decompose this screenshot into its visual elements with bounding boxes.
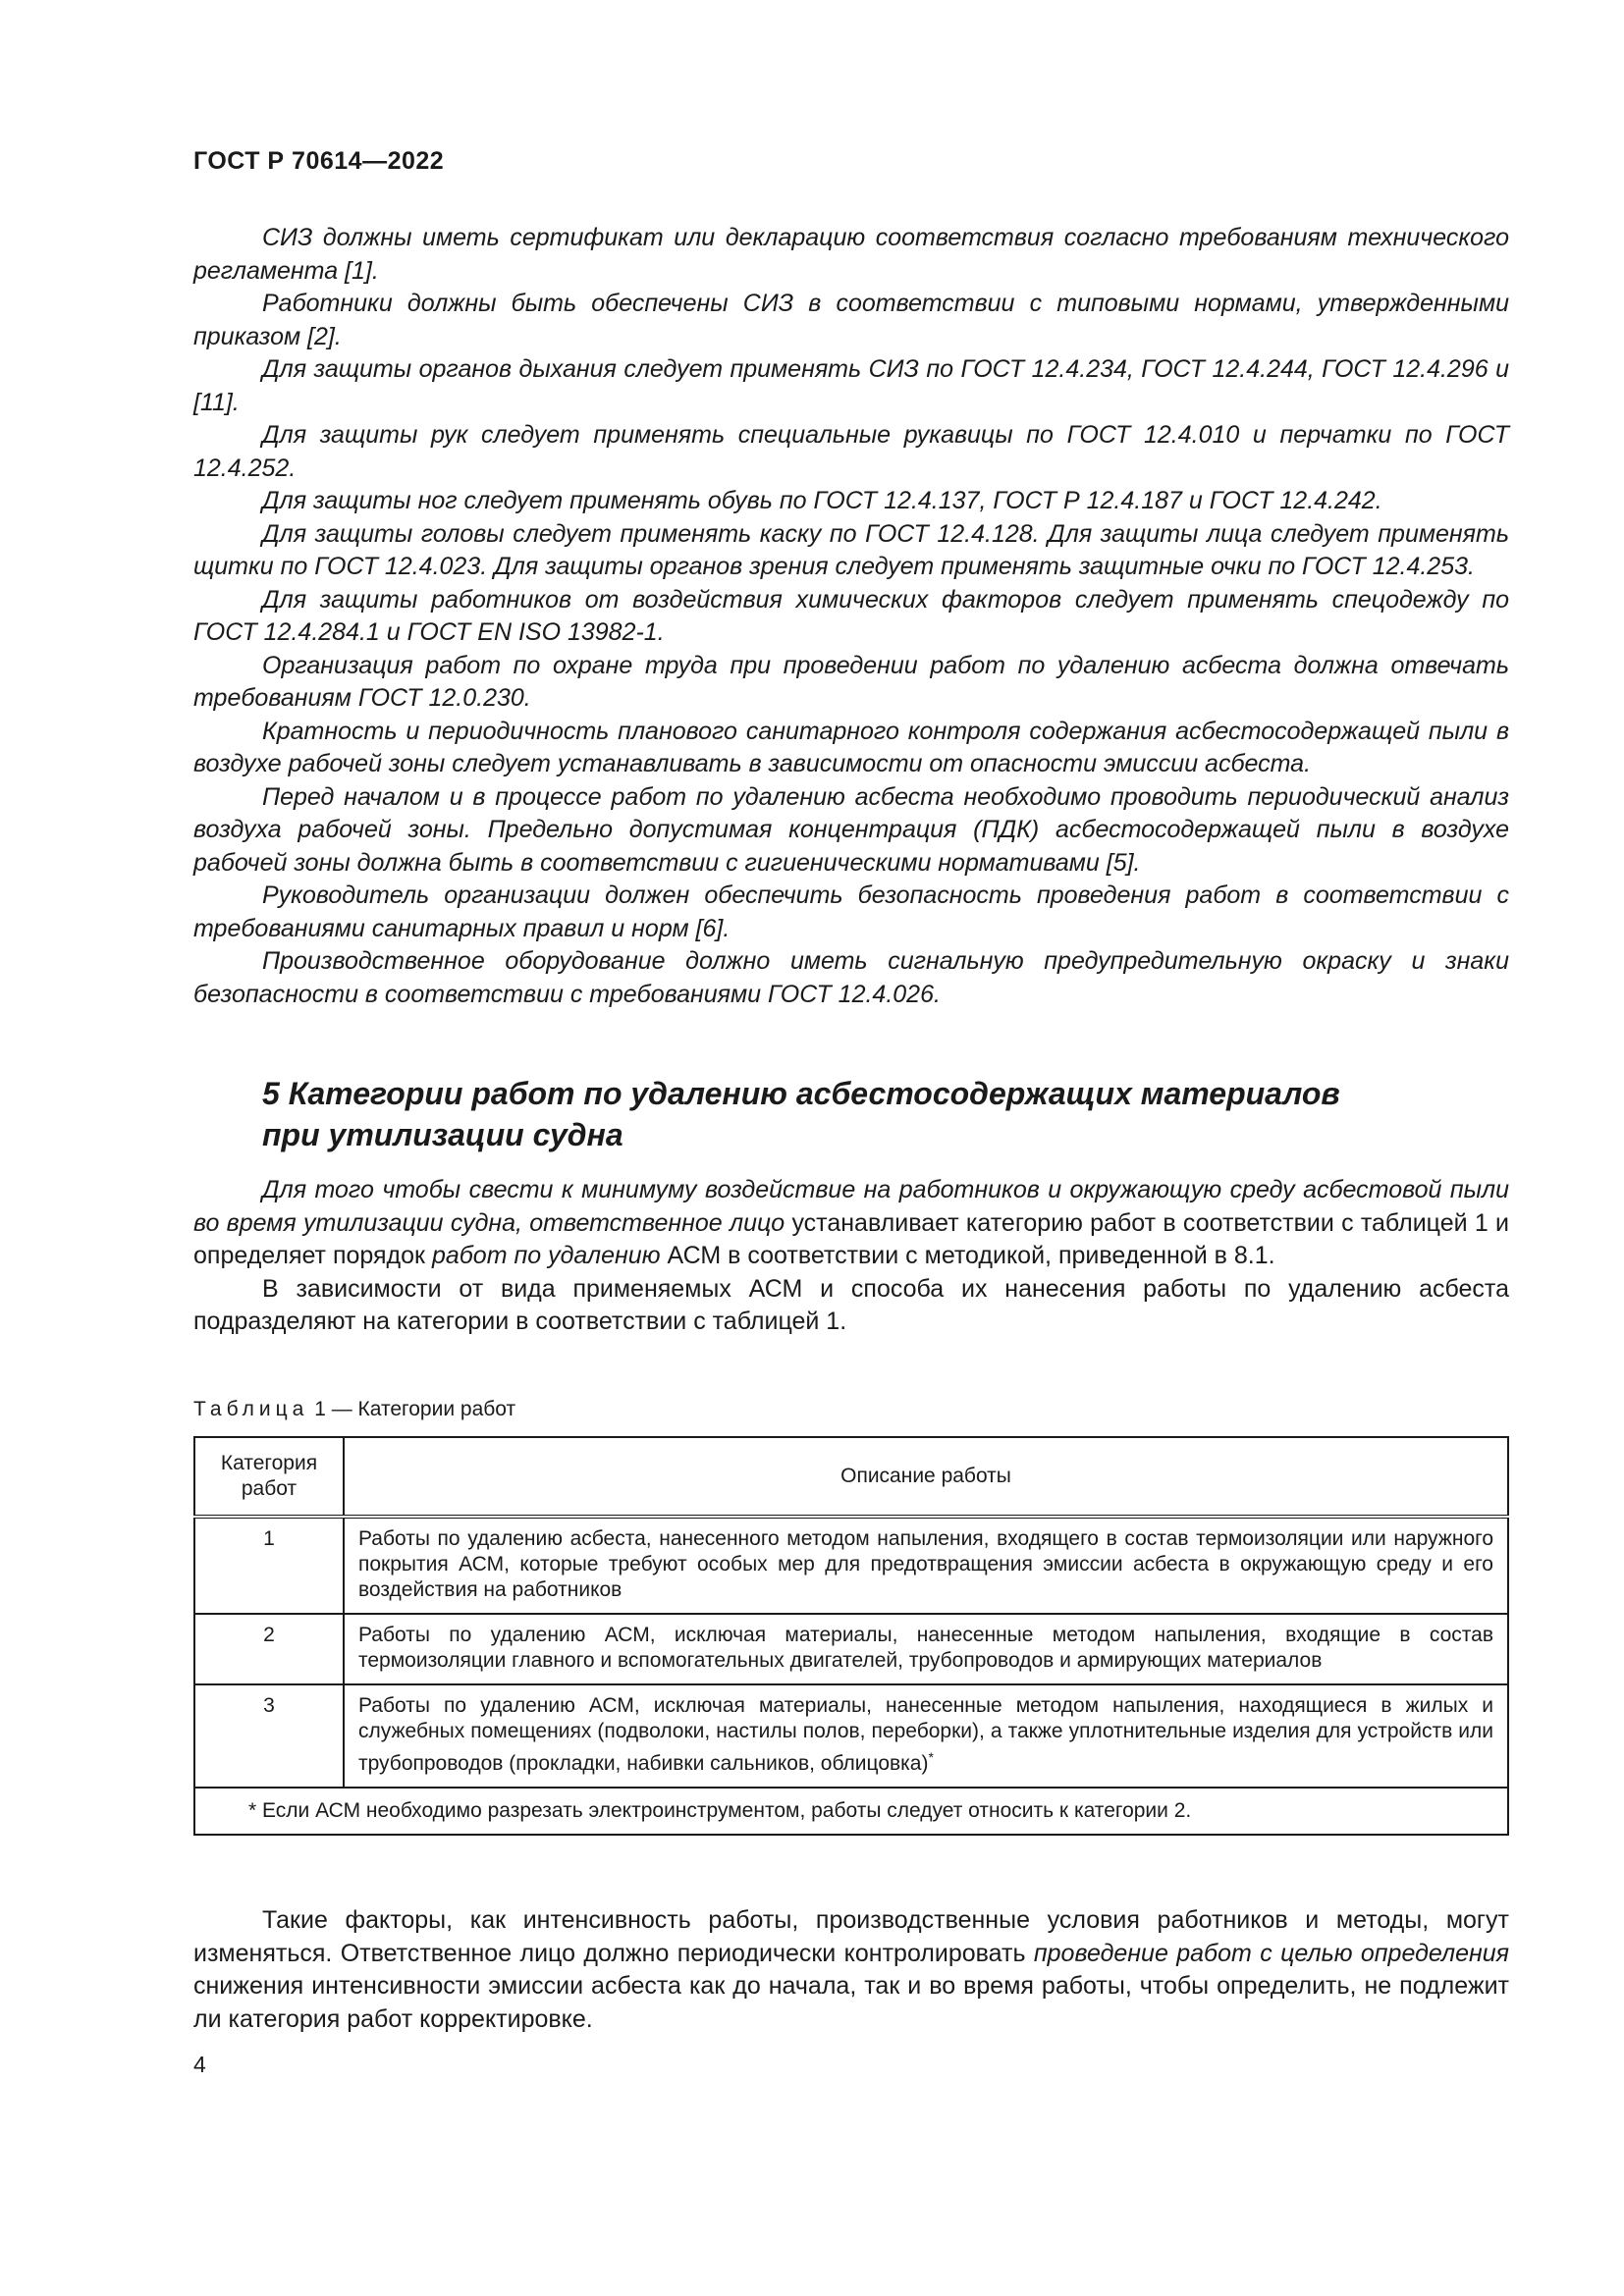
section-5-body [193, 1174, 1509, 1339]
table-caption-label: Таблица [193, 1398, 309, 1420]
footnote-mark: * [928, 1749, 934, 1765]
description-cell [344, 1684, 1508, 1788]
closing-text [193, 1904, 1509, 2036]
category-cell: 3 [194, 1684, 344, 1788]
section-title-line: 5 Категории работ по удалению асбестосодержащих материалов [262, 1076, 1340, 1111]
category-cell: 1 [194, 1517, 344, 1614]
paragraph: Перед началом и в процессе работ по удалению асбеста необходимо проводить периодический анализ воздуха рабочей зоны. Предельно допустимая концентрация (ПДК) асбестосодержащей пыли в воздухе рабочей зоны должна быть в соответствии с гигиеническими нормативами [5]. [193, 782, 1509, 877]
document-header: ГОСТ Р 70614—2022 [193, 147, 445, 175]
column-header-category: Категория работ [194, 1437, 344, 1517]
description-cell: Работы по удалению АСМ, исключая материалы, нанесенные методом напыления, входящие в состав термоизоляции главного и вспомогательных двигателей, трубопроводов и армирующих материалов [344, 1614, 1508, 1684]
paragraph: Для защиты органов дыхания следует применять СИЗ по ГОСТ 12.4.234, ГОСТ 12.4.244, ГОСТ 12.4.296 и [11]. [193, 355, 1509, 416]
paragraph: Кратность и периодичность планового санитарного контроля содержания асбестосодержащей пыли в воздухе рабочей зоны следует устанавливать в зависимости от опасности эмиссии асбеста. [193, 717, 1509, 777]
paragraph: Для защиты рук следует применять специальные рукавицы по ГОСТ 12.4.010 и перчатки по ГОСТ 12.4.252. [193, 421, 1509, 482]
table-caption [193, 1398, 515, 1421]
paragraph: Работники должны быть обеспечены СИЗ в соответствии с типовыми нормами, утвержденными приказом [2]. [193, 290, 1509, 350]
paragraph: Для защиты ног следует применять обувь по ГОСТ 12.4.137, ГОСТ Р 12.4.187 и ГОСТ 12.4.242. [262, 487, 1382, 514]
italic-span: работ по удалению [431, 1242, 661, 1269]
regular-span: устанавливает категорию работ в соответствии с таблицей 1 и определяет порядок [193, 1208, 1509, 1269]
table-footnote: * Если АСМ необходимо разрезать электроинструментом, работы следует относить к категории 2. [194, 1788, 1508, 1835]
page-number: 4 [193, 2052, 206, 2077]
table-row [194, 1517, 1508, 1614]
table-header-row [194, 1437, 1508, 1517]
category-cell: 2 [194, 1614, 344, 1684]
table-row [194, 1684, 1508, 1788]
closing-paragraph [193, 1904, 1509, 2036]
description-text: Работы по удалению АСМ, исключая материалы, нанесенные методом напыления, находящиеся в жилых и служебных помещениях (подволоки, настилы полов, переборки), а также уплотнительные изделия для устройств или трубопроводов (прокладки, набивки сальников, облицовка) [358, 1694, 1493, 1775]
regular-span: Такие факторы, как интенсивность работы, производственные условия работников и методы, могут изменяться. Ответственное лицо должно периодически контролировать [193, 1906, 1509, 1967]
paragraph: СИЗ должны иметь сертификат или декларацию соответствия согласно требованиям технического регламента [1]. [193, 224, 1509, 285]
table-caption-title: 1 — Категории работ [314, 1398, 516, 1420]
requirements-text [193, 222, 1509, 1011]
paragraph: Для защиты головы следует применять каску по ГОСТ 12.4.128. Для защиты лица следует применять щитки по ГОСТ 12.4.023. Для защиты органов зрения следует применять защитные очки по ГОСТ 12.4.253. [193, 519, 1509, 580]
paragraph: Производственное оборудование должно иметь сигнальную предупредительную окраску и знаки безопасности в соответствии с требованиями ГОСТ 12.4.026. [193, 947, 1509, 1008]
section-paragraph: В зависимости от вида применяемых АСМ и способа их нанесения работы по удалению асбеста подразделяют на категории в соответствии с таблицей 1. [193, 1274, 1509, 1335]
section-paragraph [193, 1174, 1509, 1273]
work-categories-table [193, 1436, 1509, 1836]
section-5-title [262, 1073, 1489, 1155]
italic-span: Для того чтобы свести к минимуму воздействие на работников и окружающую среду асбестовой пыли во время утилизации судна, ответственное лицо [193, 1176, 1509, 1237]
paragraph: Для защиты работников от воздействия химических факторов следует применять спецодежду по ГОСТ 12.4.284.1 и ГОСТ EN ISO 13982-1. [193, 585, 1509, 646]
section-title-line: при утилизации судна [262, 1117, 623, 1152]
paragraph: Организация работ по охране труда при проведении работ по удалению асбеста должна отвечать требованиям ГОСТ 12.0.230. [193, 651, 1509, 712]
italic-span: проведение работ с целью определения [1033, 1939, 1509, 1967]
description-cell: Работы по удалению асбеста, нанесенного методом напыления, входящего в состав термоизоляции или наружного покрытия АСМ, которые требуют особых мер для предотвращения эмиссии асбеста в окружающую среду и его воздействия на работников [344, 1517, 1508, 1614]
table-row [194, 1614, 1508, 1684]
table-footnote-row [194, 1788, 1508, 1835]
column-header-description: Описание работы [344, 1437, 1508, 1517]
regular-span: снижения интенсивности эмиссии асбеста как до начала, так и во время работы, чтобы определить, не подлежит ли категория работ корректировке. [193, 1972, 1509, 2033]
regular-span: АСМ в соответствии с методикой, приведенной в 8.1. [660, 1242, 1275, 1269]
paragraph: Руководитель организации должен обеспечить безопасность проведения работ в соответствии с требованиями санитарных правил и норм [6]. [193, 881, 1509, 942]
